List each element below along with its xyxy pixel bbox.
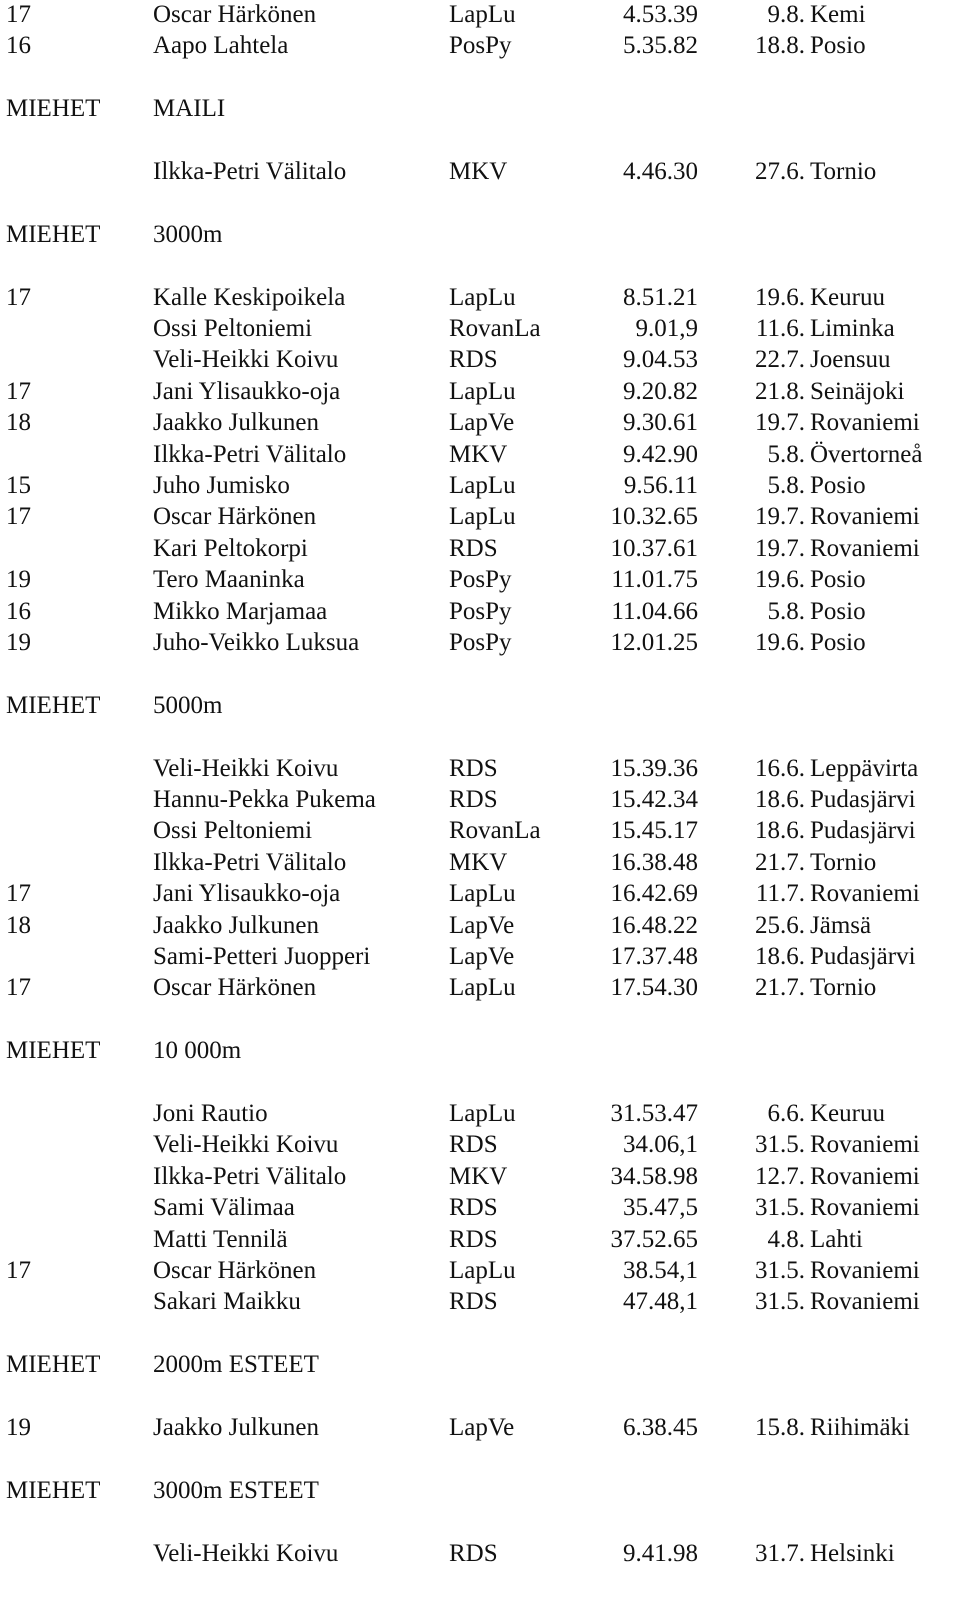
result-time: 16.48.22 <box>610 911 698 939</box>
section-header <box>0 690 960 722</box>
venue-cell: Rovaniemi <box>810 409 920 437</box>
athlete-name: Joni Rautio <box>153 1100 268 1127</box>
club-cell: RovanLa <box>449 315 541 342</box>
venue-cell: Joensuu <box>810 346 891 374</box>
venue-cell: Pudasjärvi <box>810 817 916 845</box>
athlete-name: Oscar Härkönen <box>153 1 317 28</box>
result-row <box>0 344 960 376</box>
date-cell: 18.6. <box>755 817 805 845</box>
venue-cell: Tornio <box>810 848 877 876</box>
club-cell: MKV <box>449 440 508 468</box>
club-cell: RDS <box>449 1225 498 1253</box>
venue-cell: Keuruu <box>810 1100 885 1127</box>
club-cell: LapVe <box>449 943 515 970</box>
athlete-name: Oscar Härkönen <box>153 1257 317 1284</box>
venue-cell: Rovaniemi <box>810 1131 920 1159</box>
venue-cell: Helsinki <box>810 1539 895 1567</box>
athlete-name: Hannu-Pekka Pukema <box>153 786 376 813</box>
result-time: 12.01.25 <box>610 629 698 656</box>
club-cell: LapLu <box>449 974 516 1002</box>
result-time: 17.37.48 <box>610 943 698 970</box>
date-cell: 11.7. <box>755 880 805 908</box>
athlete-name: Mikko Marjamaa <box>153 597 328 625</box>
result-time: 15.45.17 <box>610 817 698 845</box>
result-time: 9.30.61 <box>623 409 698 437</box>
result-time: 34.06,1 <box>623 1131 698 1159</box>
date-cell: 4.8. <box>767 1225 805 1253</box>
club-cell: LapVe <box>449 1414 515 1441</box>
athlete-name: Sakari Maikku <box>153 1288 301 1316</box>
age-cell: 17 <box>6 880 31 908</box>
venue-cell: Posio <box>810 597 866 625</box>
result-row <box>0 1255 960 1287</box>
section-label: MIEHET <box>6 691 101 719</box>
result-time: 31.53.47 <box>610 1100 698 1127</box>
club-cell: LapVe <box>449 911 515 939</box>
section-label: MIEHET <box>6 1351 101 1379</box>
result-row <box>0 878 960 910</box>
result-row <box>0 313 960 345</box>
section-header <box>0 1349 960 1381</box>
result-time: 15.42.34 <box>610 786 698 813</box>
athlete-name: Jaakko Julkunen <box>153 1414 319 1441</box>
result-time: 9.56.11 <box>623 472 698 499</box>
date-cell: 5.8. <box>767 440 805 468</box>
venue-cell: Liminka <box>810 315 895 342</box>
section-header <box>0 93 960 125</box>
section-title: 3000m ESTEET <box>153 1476 319 1504</box>
venue-cell: Rovaniemi <box>810 1162 920 1190</box>
date-cell: 6.6. <box>767 1100 805 1127</box>
club-cell: RDS <box>449 1288 498 1316</box>
date-cell: 21.7. <box>755 974 805 1002</box>
athlete-name: Jaakko Julkunen <box>153 911 319 939</box>
venue-cell: Lahti <box>810 1225 863 1253</box>
athlete-name: Veli-Heikki Koivu <box>153 1131 339 1159</box>
athlete-name: Jani Ylisaukko-oja <box>153 377 341 405</box>
result-row <box>0 1192 960 1224</box>
age-cell: 17 <box>6 1257 31 1284</box>
result-time: 5.35.82 <box>623 32 698 60</box>
age-cell: 17 <box>6 283 31 311</box>
result-time: 9.41.98 <box>623 1539 698 1567</box>
club-cell: PosPy <box>449 629 512 656</box>
club-cell: LapLu <box>449 503 516 531</box>
club-cell: RDS <box>449 1194 498 1222</box>
athlete-name: Veli-Heikki Koivu <box>153 754 339 782</box>
club-cell: LapLu <box>449 377 516 405</box>
result-row <box>0 439 960 471</box>
date-cell: 19.6. <box>755 566 805 594</box>
club-cell: LapLu <box>449 880 516 908</box>
date-cell: 31.5. <box>755 1131 805 1159</box>
section-label: MIEHET <box>6 220 101 248</box>
result-row <box>0 407 960 439</box>
athlete-name: Sami-Petteri Juopperi <box>153 943 371 970</box>
section-title: MAILI <box>153 95 226 123</box>
age-cell: 17 <box>6 503 31 531</box>
venue-cell: Posio <box>810 629 866 656</box>
date-cell: 31.5. <box>755 1257 805 1284</box>
venue-cell: Keuruu <box>810 283 885 311</box>
club-cell: LapLu <box>449 1100 516 1127</box>
athlete-name: Aapo Lahtela <box>153 32 289 60</box>
athlete-name: Oscar Härkönen <box>153 503 317 531</box>
section-title: 10 000m <box>153 1037 242 1065</box>
result-row <box>0 1161 960 1193</box>
result-row <box>0 1538 960 1570</box>
section-header <box>0 1035 960 1067</box>
result-row <box>0 847 960 879</box>
athlete-name: Ilkka-Petri Välitalo <box>153 848 347 876</box>
result-time: 9.20.82 <box>623 377 698 405</box>
result-row <box>0 564 960 596</box>
date-cell: 31.5. <box>755 1288 805 1316</box>
venue-cell: Seinäjoki <box>810 377 905 405</box>
date-cell: 18.6. <box>755 786 805 813</box>
date-cell: 25.6. <box>755 911 805 939</box>
age-cell: 17 <box>6 1 31 28</box>
result-row <box>0 753 960 785</box>
result-time: 38.54,1 <box>623 1257 698 1284</box>
result-row <box>0 533 960 565</box>
club-cell: LapLu <box>449 283 516 311</box>
date-cell: 21.7. <box>755 848 805 876</box>
result-time: 35.47,5 <box>623 1194 698 1222</box>
venue-cell: Tornio <box>810 158 877 185</box>
result-row <box>0 784 960 816</box>
result-time: 16.38.48 <box>610 848 698 876</box>
result-row <box>0 1286 960 1318</box>
result-time: 4.53.39 <box>623 1 698 28</box>
date-cell: 18.8. <box>755 32 805 60</box>
result-row <box>0 501 960 533</box>
date-cell: 9.8. <box>767 1 805 28</box>
club-cell: MKV <box>449 848 508 876</box>
age-cell: 18 <box>6 911 31 939</box>
result-time: 6.38.45 <box>623 1414 698 1441</box>
age-cell: 15 <box>6 472 31 499</box>
club-cell: LapLu <box>449 1 516 28</box>
venue-cell: Riihimäki <box>810 1414 910 1441</box>
date-cell: 5.8. <box>767 472 805 499</box>
result-time: 17.54.30 <box>610 974 698 1002</box>
age-cell: 17 <box>6 377 31 405</box>
athlete-name: Juho Jumisko <box>153 472 290 499</box>
result-time: 37.52.65 <box>610 1225 698 1253</box>
club-cell: PosPy <box>449 32 512 60</box>
result-time: 10.32.65 <box>610 503 698 531</box>
result-time: 11.04.66 <box>611 597 698 625</box>
result-row <box>0 596 960 628</box>
date-cell: 27.6. <box>755 158 805 185</box>
club-cell: RDS <box>449 1539 498 1567</box>
result-row <box>0 1098 960 1130</box>
venue-cell: Rovaniemi <box>810 534 920 562</box>
venue-cell: Leppävirta <box>810 754 919 782</box>
date-cell: 19.7. <box>755 534 805 562</box>
venue-cell: Övertorneå <box>810 440 923 468</box>
age-cell: 19 <box>6 566 31 594</box>
date-cell: 18.6. <box>755 943 805 970</box>
result-time: 11.01.75 <box>611 566 698 594</box>
result-time: 9.01,9 <box>635 315 698 342</box>
date-cell: 31.5. <box>755 1194 805 1222</box>
club-cell: MKV <box>449 158 508 185</box>
section-label: MIEHET <box>6 1476 101 1504</box>
section-label: MIEHET <box>6 95 101 123</box>
club-cell: RDS <box>449 346 498 374</box>
venue-cell: Rovaniemi <box>810 1288 920 1316</box>
section-header <box>0 219 960 251</box>
club-cell: LapLu <box>449 1257 516 1284</box>
section-title: 5000m <box>153 691 223 719</box>
athlete-name: Oscar Härkönen <box>153 974 317 1002</box>
athlete-name: Tero Maaninka <box>153 566 305 594</box>
athlete-name: Ossi Peltoniemi <box>153 315 313 342</box>
date-cell: 5.8. <box>767 597 805 625</box>
age-cell: 16 <box>6 597 31 625</box>
result-row <box>0 910 960 942</box>
result-row <box>0 972 960 1004</box>
athlete-name: Jani Ylisaukko-oja <box>153 880 341 908</box>
athlete-name: Ilkka-Petri Välitalo <box>153 1162 347 1190</box>
result-time: 47.48,1 <box>623 1288 698 1316</box>
age-cell: 16 <box>6 32 31 60</box>
result-row <box>0 282 960 314</box>
venue-cell: Pudasjärvi <box>810 943 916 970</box>
venue-cell: Rovaniemi <box>810 1257 920 1284</box>
club-cell: RDS <box>449 1131 498 1159</box>
venue-cell: Posio <box>810 32 866 60</box>
date-cell: 19.7. <box>755 409 805 437</box>
club-cell: RDS <box>449 754 498 782</box>
result-time: 16.42.69 <box>610 880 698 908</box>
venue-cell: Rovaniemi <box>810 880 920 908</box>
athlete-name: Matti Tennilä <box>153 1225 288 1253</box>
age-cell: 19 <box>6 629 31 656</box>
date-cell: 19.6. <box>755 283 805 311</box>
result-row <box>0 376 960 408</box>
date-cell: 31.7. <box>755 1539 805 1567</box>
club-cell: PosPy <box>449 566 512 594</box>
date-cell: 22.7. <box>755 346 805 374</box>
athlete-name: Sami Välimaa <box>153 1194 295 1222</box>
result-time: 9.04.53 <box>623 346 698 374</box>
age-cell: 18 <box>6 409 31 437</box>
date-cell: 12.7. <box>755 1162 805 1190</box>
venue-cell: Rovaniemi <box>810 1194 920 1222</box>
date-cell: 19.7. <box>755 503 805 531</box>
result-row <box>0 627 960 659</box>
club-cell: LapLu <box>449 472 516 499</box>
date-cell: 21.8. <box>755 377 805 405</box>
result-row <box>0 1224 960 1256</box>
athlete-name: Ilkka-Petri Välitalo <box>153 158 347 185</box>
section-header <box>0 1475 960 1507</box>
athlete-name: Kalle Keskipoikela <box>153 283 346 311</box>
result-time: 4.46.30 <box>623 158 698 185</box>
athlete-name: Juho-Veikko Luksua <box>153 629 360 656</box>
result-row <box>0 30 960 62</box>
section-title: 2000m ESTEET <box>153 1351 319 1379</box>
result-row <box>0 815 960 847</box>
date-cell: 11.6. <box>755 315 805 342</box>
result-time: 9.42.90 <box>623 440 698 468</box>
athlete-name: Veli-Heikki Koivu <box>153 1539 339 1567</box>
venue-cell: Kemi <box>810 1 866 28</box>
club-cell: RDS <box>449 786 498 813</box>
athlete-name: Jaakko Julkunen <box>153 409 319 437</box>
result-row <box>0 1129 960 1161</box>
result-row <box>0 941 960 973</box>
result-time: 15.39.36 <box>610 754 698 782</box>
date-cell: 19.6. <box>755 629 805 656</box>
club-cell: RovanLa <box>449 817 541 845</box>
club-cell: MKV <box>449 1162 508 1190</box>
club-cell: PosPy <box>449 597 512 625</box>
result-row <box>0 0 960 31</box>
date-cell: 16.6. <box>755 754 805 782</box>
venue-cell: Rovaniemi <box>810 503 920 531</box>
venue-cell: Jämsä <box>810 911 872 939</box>
venue-cell: Posio <box>810 566 866 594</box>
venue-cell: Tornio <box>810 974 877 1002</box>
section-title: 3000m <box>153 220 223 248</box>
result-row <box>0 470 960 502</box>
section-label: MIEHET <box>6 1037 101 1065</box>
venue-cell: Posio <box>810 472 866 499</box>
club-cell: RDS <box>449 534 498 562</box>
athlete-name: Ilkka-Petri Välitalo <box>153 440 347 468</box>
result-time: 10.37.61 <box>610 534 698 562</box>
age-cell: 17 <box>6 974 31 1002</box>
result-time: 8.51.21 <box>623 283 698 311</box>
result-time: 34.58.98 <box>610 1162 698 1190</box>
date-cell: 15.8. <box>755 1414 805 1441</box>
club-cell: LapVe <box>449 409 515 437</box>
age-cell: 19 <box>6 1414 31 1441</box>
athlete-name: Veli-Heikki Koivu <box>153 346 339 374</box>
venue-cell: Pudasjärvi <box>810 786 916 813</box>
result-row <box>0 1412 960 1444</box>
result-row <box>0 156 960 188</box>
athlete-name: Ossi Peltoniemi <box>153 817 313 845</box>
athlete-name: Kari Peltokorpi <box>153 534 308 562</box>
